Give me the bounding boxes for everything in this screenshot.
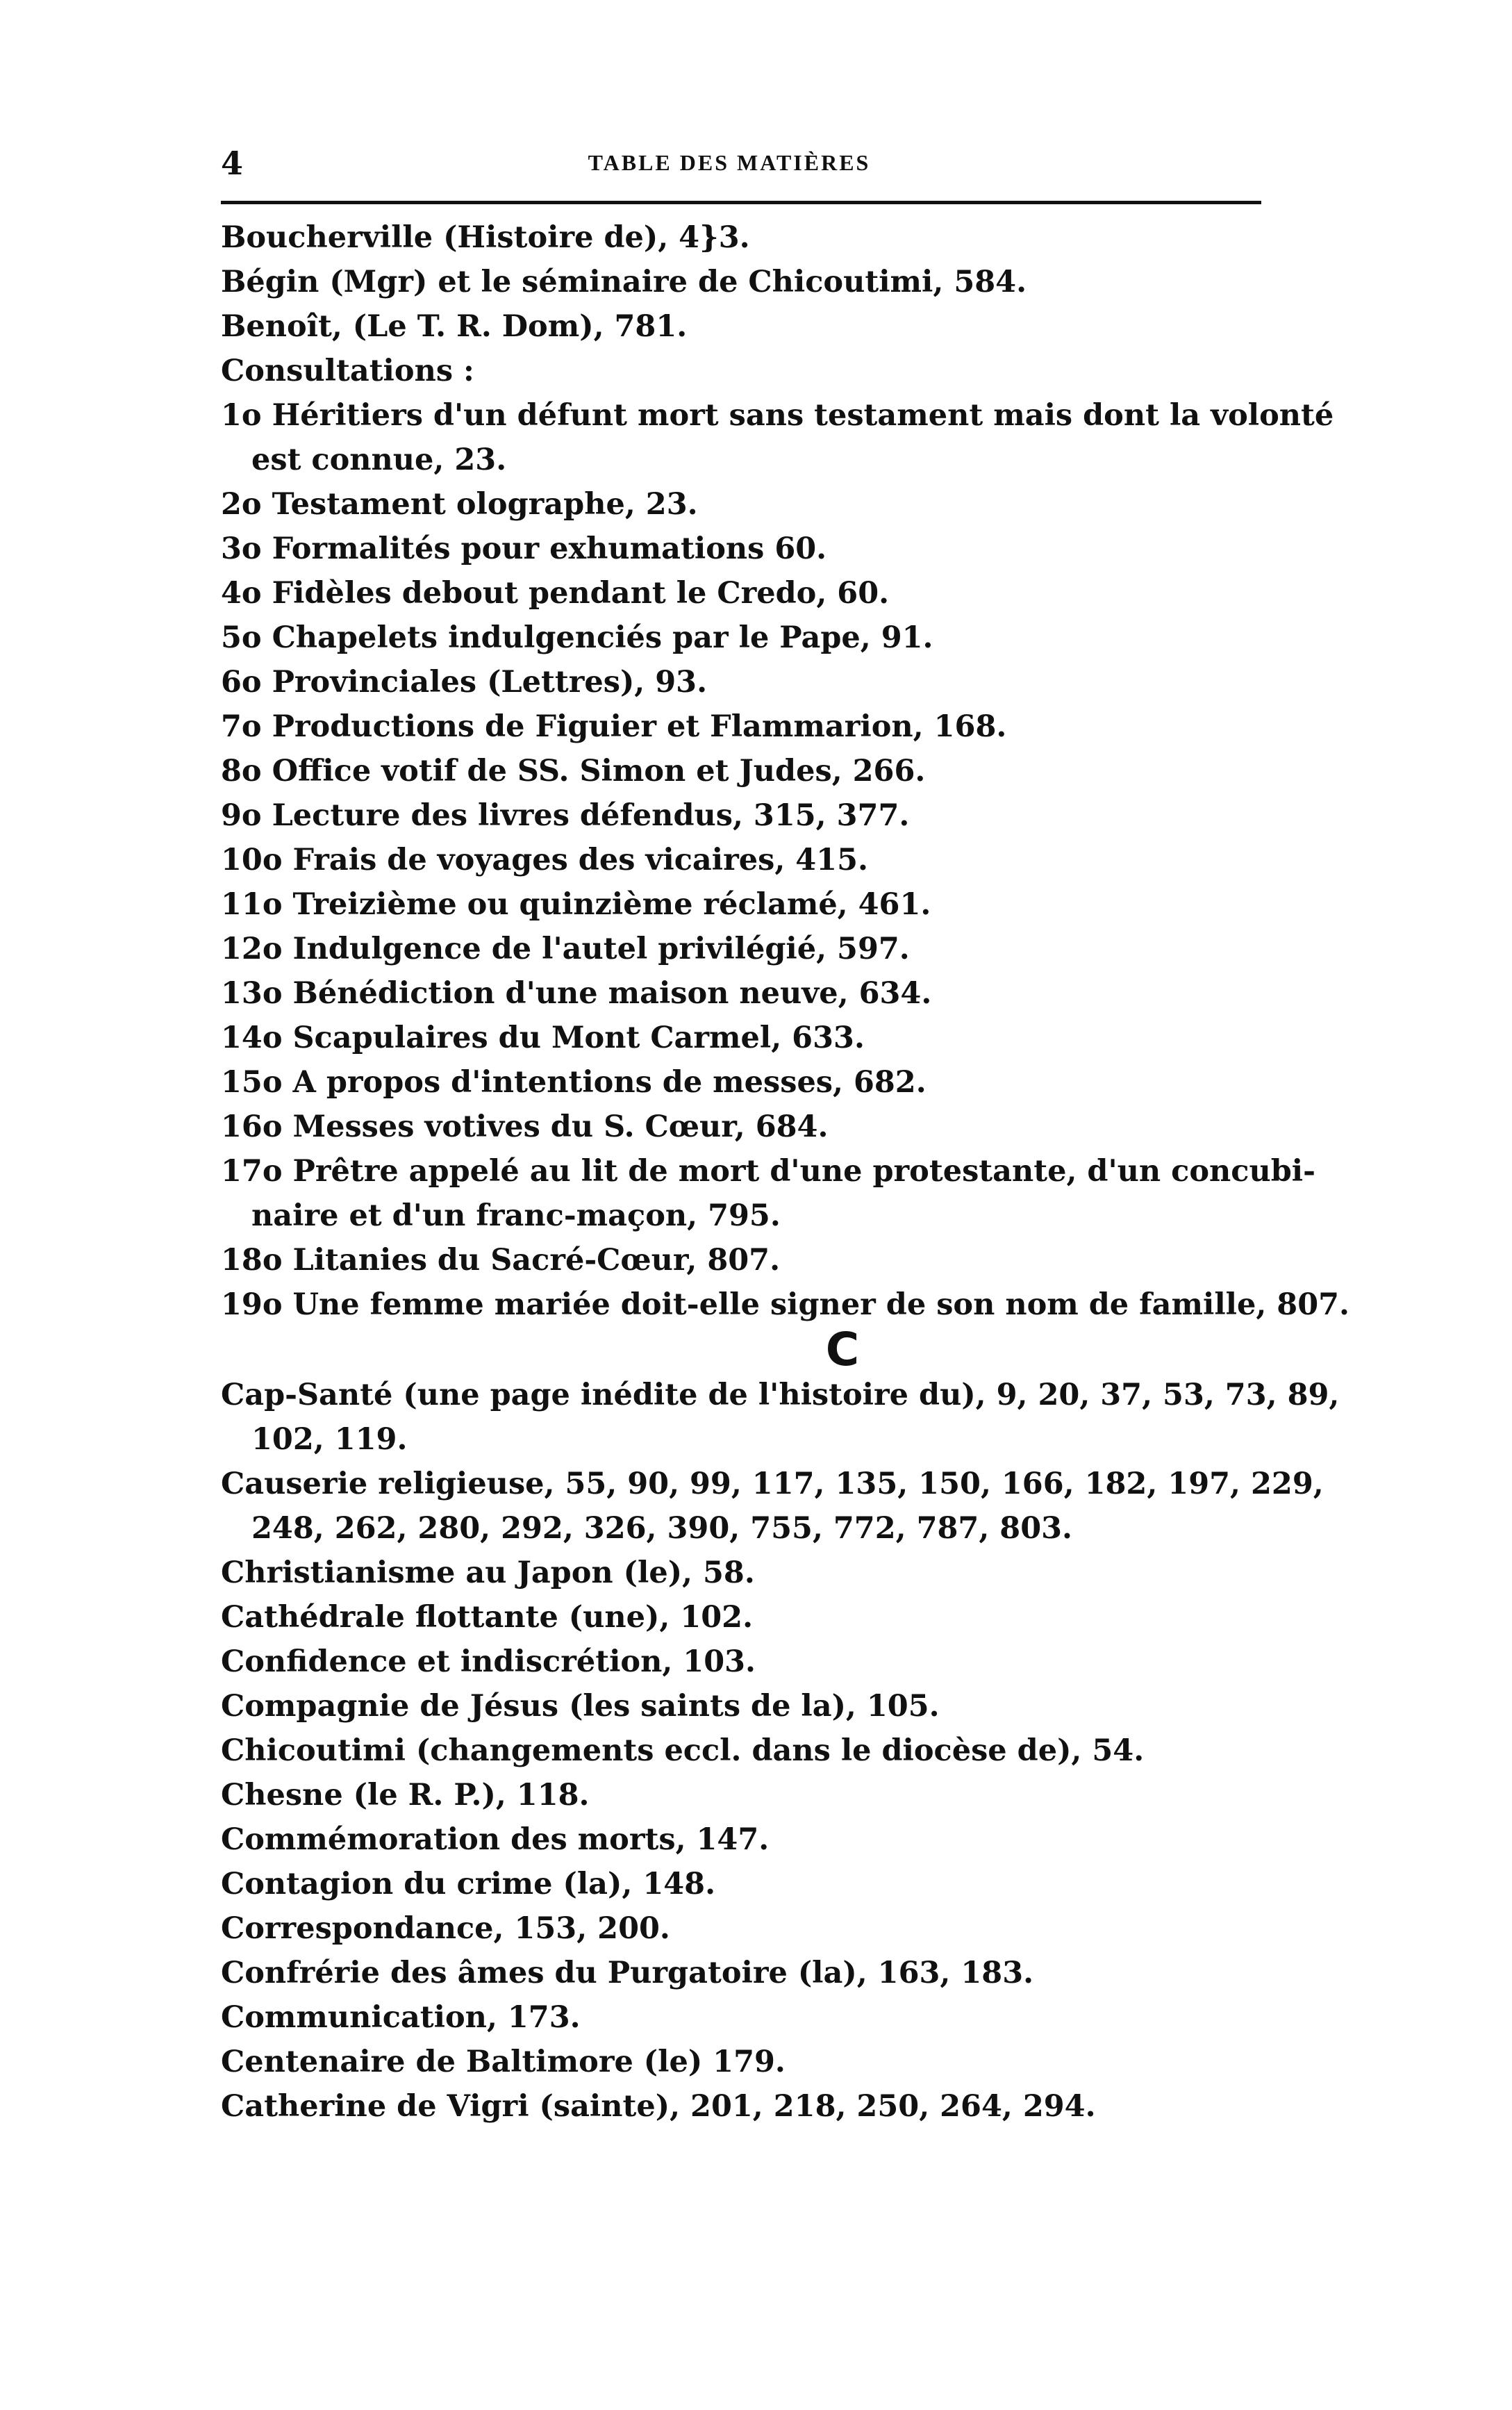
index-entry: Correspondance, 153, 200. [221, 1911, 670, 1946]
index-entry: Centenaire de Baltimore (le) 179. [221, 2045, 786, 2079]
index-entry-continuation: 102, 119. [251, 1422, 408, 1457]
consultation-item: 8o Office votif de SS. Simon et Judes, 266. [221, 754, 926, 789]
section-letter-c: C [825, 1323, 860, 1376]
consultation-item-continuation: est connue, 23. [251, 443, 507, 477]
index-entry: Cathédrale flottante (une), 102. [221, 1600, 754, 1635]
index-entry: Boucherville (Histoire de), 4}3. [221, 220, 750, 255]
index-entry: Commémoration des morts, 147. [221, 1822, 770, 1857]
index-entry-continuation: 248, 262, 280, 292, 326, 390, 755, 772, 787, 803. [251, 1511, 1073, 1546]
index-entries [221, 215, 1350, 2129]
consultation-item: 10o Frais de voyages des vicaires, 415. [221, 843, 868, 877]
running-head: TABLE DES MATIÈRES [588, 150, 871, 175]
consultation-item: 3o Formalités pour exhumations 60. [221, 531, 827, 566]
index-entry: Confidence et indiscrétion, 103. [221, 1644, 756, 1679]
index-entry: Communication, 173. [221, 2000, 581, 2035]
consultation-item: 11o Treizième ou quinzième réclamé, 461. [221, 887, 931, 922]
consultation-item: 13o Bénédiction d'une maison neuve, 634. [221, 976, 932, 1011]
consultation-item: 18o Litanies du Sacré-Cœur, 807. [221, 1243, 781, 1278]
consultation-item: 4o Fidèles debout pendant le Credo, 60. [221, 576, 890, 611]
index-entry: Causerie religieuse, 55, 90, 99, 117, 135, 150, 166, 182, 197, 229, [221, 1467, 1324, 1501]
consultation-item: 6o Provinciales (Lettres), 93. [221, 665, 708, 700]
consultation-item: 1o Héritiers d'un défunt mort sans testament mais dont la volonté [221, 398, 1334, 433]
index-entry: Chesne (le R. P.), 118. [221, 1778, 590, 1813]
index-entry: Compagnie de Jésus (les saints de la), 105. [221, 1689, 940, 1724]
consultation-item: 19o Une femme mariée doit-elle signer de son nom de famille, 807. [221, 1287, 1350, 1322]
consultation-item: 12o Indulgence de l'autel privilégié, 597. [221, 932, 910, 966]
consultation-item: 14o Scapulaires du Mont Carmel, 633. [221, 1021, 865, 1055]
consultation-item: 2o Testament olographe, 23. [221, 487, 698, 522]
consultation-item: 15o A propos d'intentions de messes, 682. [221, 1065, 927, 1100]
index-entry: Cap-Santé (une page inédite de l'histoire du), 9, 20, 37, 53, 73, 89, [221, 1378, 1340, 1412]
index-entry: Bégin (Mgr) et le séminaire de Chicoutimi, 584. [221, 265, 1027, 299]
index-entry: Chicoutimi (changements eccl. dans le diocèse de), 54. [221, 1733, 1145, 1768]
index-entry: Confrérie des âmes du Purgatoire (la), 163, 183. [221, 1956, 1034, 1990]
index-entry: Benoît, (Le T. R. Dom), 781. [221, 309, 688, 344]
header-rule [221, 201, 1261, 204]
index-entry: Consultations : [221, 354, 474, 388]
consultation-item: 17o Prêtre appelé au lit de mort d'une protestante, d'un concubi- [221, 1154, 1315, 1189]
page-number: 4 [221, 145, 244, 182]
index-entry: Contagion du crime (la), 148. [221, 1867, 716, 1901]
consultation-item: 7o Productions de Figuier et Flammarion, 168. [221, 709, 1007, 744]
index-entry: Catherine de Vigri (sainte), 201, 218, 250, 264, 294. [221, 2089, 1096, 2124]
consultation-item: 9o Lecture des livres défendus, 315, 377. [221, 798, 910, 833]
index-entry: Christianisme au Japon (le), 58. [221, 1555, 755, 1590]
consultation-item: 5o Chapelets indulgenciés par le Pape, 91. [221, 620, 933, 655]
consultation-item: 16o Messes votives du S. Cœur, 684. [221, 1109, 829, 1144]
consultation-item-continuation: naire et d'un franc-maçon, 795. [251, 1198, 781, 1233]
